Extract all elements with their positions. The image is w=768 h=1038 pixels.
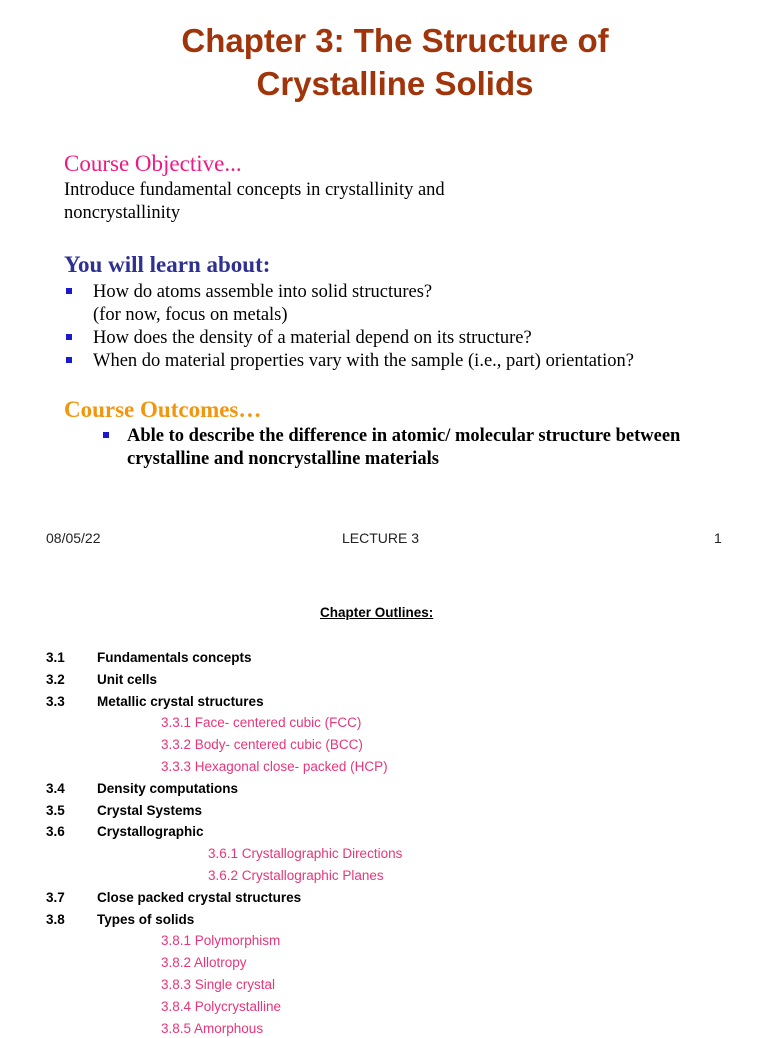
objective-text-line-2: noncrystallinity: [64, 203, 181, 223]
objective-text-line-1: Introduce fundamental concepts in crystallinity and: [64, 180, 445, 200]
outcome-item-text: Able to describe the difference in atomic/ molecular structure between crystalline and noncrystalline materials: [127, 426, 681, 469]
outline-section-title: Types of solids: [97, 912, 195, 927]
outline-subsection: 3.6.2 Crystallographic Planes: [208, 868, 384, 883]
page-title-line-1: Chapter 3: The Structure of: [181, 22, 609, 59]
outline-section-title: Crystal Systems: [97, 803, 203, 818]
learn-heading: You will learn about:: [64, 252, 271, 277]
outline-section-title: Metallic crystal structures: [97, 694, 264, 709]
outline-subsection: 3.8.5 Amorphous: [161, 1021, 264, 1036]
learn-item-text: How do atoms assemble into solid structures?: [93, 282, 433, 302]
footer-date: 08/05/22: [46, 530, 101, 546]
outline-subsection: 3.8.2 Allotropy: [161, 955, 247, 970]
outline-section-title: Crystallographic: [97, 824, 204, 839]
bullet-square-icon: [66, 288, 72, 294]
learn-item-subtext: (for now, focus on metals): [93, 305, 288, 325]
outline-section-title: Unit cells: [97, 672, 158, 687]
outline-section-number: 3.2: [46, 672, 65, 687]
course-outcomes-heading: Course Outcomes…: [64, 397, 262, 422]
learn-item-text: How does the density of a material depend on its structure?: [93, 328, 532, 348]
footer-page-number: 1: [714, 530, 722, 546]
outline-subsection: 3.3.1 Face- centered cubic (FCC): [161, 715, 362, 730]
page-title-line-2: Crystalline Solids: [256, 65, 534, 102]
outline-section-title: Density computations: [97, 781, 239, 796]
bullet-square-icon: [103, 432, 109, 438]
course-objective-heading: Course Objective...: [64, 151, 242, 176]
bullet-square-icon: [66, 334, 72, 340]
outline-subsection: 3.6.1 Crystallographic Directions: [208, 846, 403, 861]
footer-lecture: LECTURE 3: [342, 530, 420, 546]
outline-subsection: 3.3.2 Body- centered cubic (BCC): [161, 737, 363, 752]
outline-section-number: 3.8: [46, 912, 65, 927]
outline-subsection: 3.3.3 Hexagonal close- packed (HCP): [161, 759, 388, 774]
chapter-outlines-title: Chapter Outlines:: [320, 605, 434, 620]
outline-section-number: 3.6: [46, 824, 65, 839]
outline-section-number: 3.3: [46, 694, 65, 709]
outline-section-number: 3.5: [46, 803, 65, 818]
outline-section-title: Close packed crystal structures: [97, 890, 302, 905]
outline-subsection: 3.8.1 Polymorphism: [161, 933, 281, 948]
outline-subsection: 3.8.4 Polycrystalline: [161, 999, 282, 1014]
outline-subsection: 3.8.3 Single crystal: [161, 977, 276, 992]
outline-section-title: Fundamentals concepts: [97, 650, 252, 665]
outline-section-number: 3.1: [46, 650, 65, 665]
learn-item-text: When do material properties vary with the sample (i.e., part) orientation?: [93, 351, 634, 371]
bullet-square-icon: [66, 357, 72, 363]
outline-section-number: 3.4: [46, 781, 65, 796]
outline-section-number: 3.7: [46, 890, 65, 905]
